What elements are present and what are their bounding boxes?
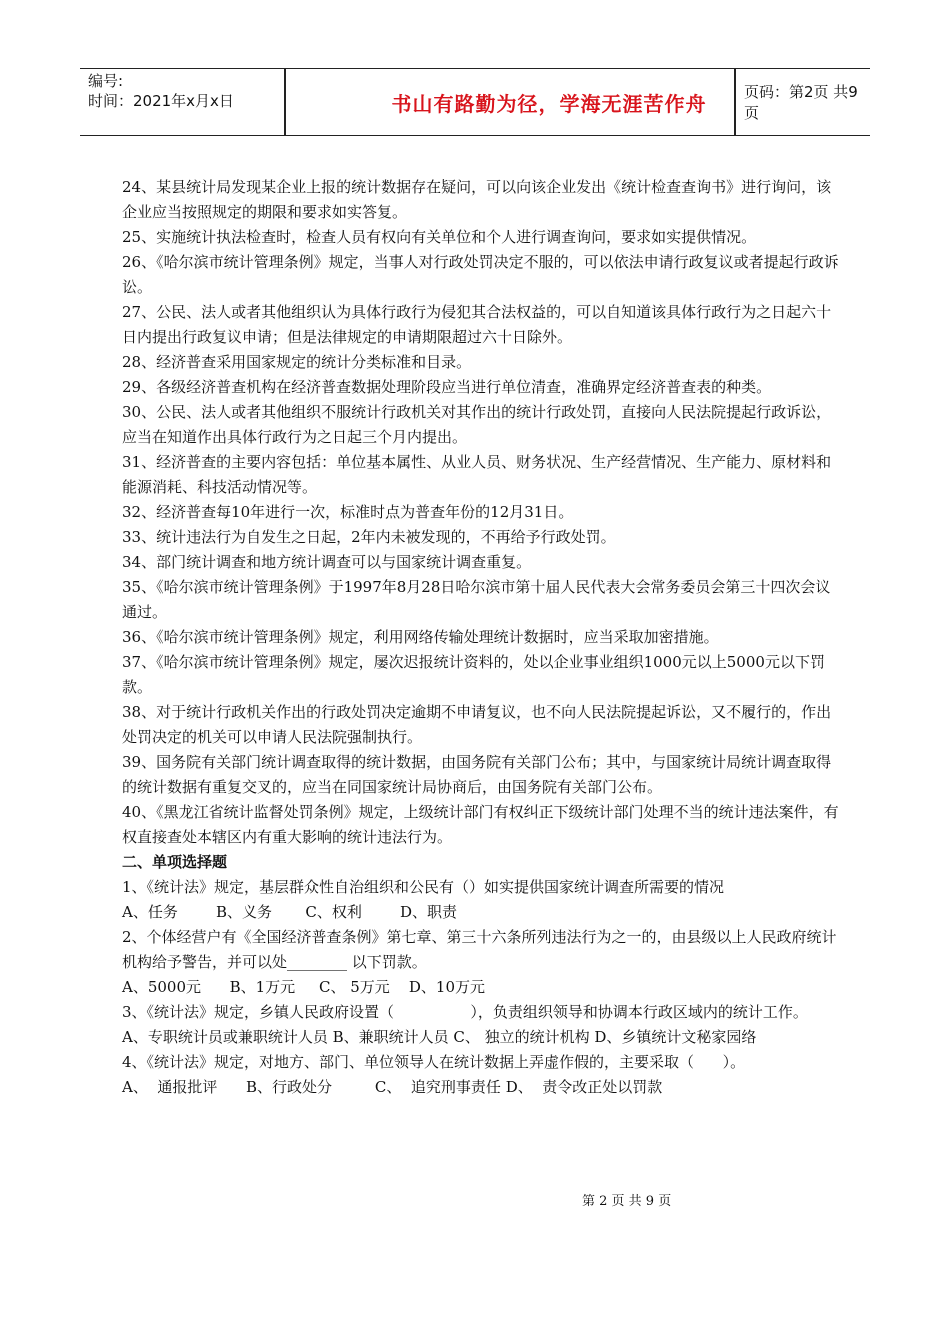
statement-paragraph: 34、部门统计调查和地方统计调查可以与国家统计调查重复。 bbox=[122, 553, 532, 571]
header-meta bbox=[88, 71, 284, 111]
question-options: A、5000元 B、1万元 C、 5万元 D、10万元 bbox=[122, 978, 485, 996]
statement-paragraph: 29、各级经济普查机构在经济普查数据处理阶段应当进行单位清查，准确界定经济普查表的种类。 bbox=[122, 378, 772, 396]
header-motto: 书山有路勤为径，学海无涯苦作舟 bbox=[391, 91, 707, 116]
question-stem: 1、《统计法》规定，基层群众性自治组织和公民有（）如实提供国家统计调查所需要的情况 bbox=[122, 878, 725, 896]
statement-paragraph: 30、公民、法人或者其他组织不服统计行政机关对其作出的统计行政处罚，直接向人民法院提起行政诉讼，应当在知道作出具体行政行为之日起三个月内提出。 bbox=[122, 403, 832, 446]
statement-paragraph: 36、《哈尔滨市统计管理条例》规定，利用网络传输处理统计数据时，应当采取加密措施。 bbox=[122, 628, 719, 646]
document-time-label: 时间：2021年x月x日 bbox=[88, 92, 234, 110]
question-stem: 4、《统计法》规定，对地方、部门、单位领导人在统计数据上弄虚作假的，主要采取（ ）。 bbox=[122, 1053, 746, 1071]
statement-paragraph: 26、《哈尔滨市统计管理条例》规定，当事人对行政处罚决定不服的，可以依法申请行政复议或者提起行政诉讼。 bbox=[122, 253, 839, 296]
statement-paragraph: 33、统计违法行为自发生之日起，2年内未被发现的，不再给予行政处罚。 bbox=[122, 528, 616, 546]
statement-paragraph: 32、经济普查每10年进行一次，标准时点为普查年份的12月31日。 bbox=[122, 503, 574, 521]
statement-paragraph: 28、经济普查采用国家规定的统计分类标准和目录。 bbox=[122, 353, 472, 371]
page-footer: 第 2 页 共 9 页 bbox=[582, 1194, 672, 1209]
question-options: A、 通报批评 B、行政处分 C、 追究刑事责任 D、 责令改正处以罚款 bbox=[122, 1078, 663, 1096]
header-page-number: 页码：第2页 共9页 bbox=[744, 83, 858, 122]
page-header bbox=[80, 68, 870, 136]
header-divider bbox=[284, 69, 286, 135]
statement-paragraph: 37、《哈尔滨市统计管理条例》规定，屡次迟报统计资料的，处以企业事业组织1000元以上5000元以下罚款。 bbox=[122, 653, 825, 696]
statement-paragraph: 38、对于统计行政机关作出的行政处罚决定逾期不申请复议，也不向人民法院提起诉讼，又不履行的，作出处罚决定的机关可以申请人民法院强制执行。 bbox=[122, 703, 832, 746]
header-divider bbox=[734, 69, 736, 135]
statement-paragraph: 35、《哈尔滨市统计管理条例》于1997年8月28日哈尔滨市第十届人民代表大会常务委员会第三十四次会议通过。 bbox=[122, 578, 831, 621]
question-stem: 2、个体经营户有《全国经济普查条例》第七章、第三十六条所列违法行为之一的，由县级以上人民政府统计机构给予警告，并可以处________ 以下罚款。 bbox=[122, 928, 837, 971]
statement-paragraph: 25、实施统计执法检查时，检查人员有权向有关单位和个人进行调查询问，要求如实提供情况。 bbox=[122, 228, 757, 246]
document-body bbox=[122, 175, 842, 1100]
question-options: A、任务 B、义务 C、权利 D、职责 bbox=[122, 903, 458, 921]
statement-paragraph: 31、经济普查的主要内容包括：单位基本属性、从业人员、财务状况、生产经营情况、生产能力、原材料和能源消耗、科技活动情况等。 bbox=[122, 453, 832, 496]
statement-paragraph: 24、某县统计局发现某企业上报的统计数据存在疑问，可以向该企业发出《统计检查查询书》进行询问，该企业应当按照规定的期限和要求如实答复。 bbox=[122, 178, 832, 221]
statement-paragraph: 40、《黑龙江省统计监督处罚条例》规定，上级统计部门有权纠正下级统计部门处理不当的统计违法案件，有权直接查处本辖区内有重大影响的统计违法行为。 bbox=[122, 803, 839, 846]
section-title: 二、单项选择题 bbox=[122, 853, 228, 871]
question-options: A、专职统计员或兼职统计人员 B、兼职统计人员 C、 独立的统计机构 D、乡镇统计文秘家园络 bbox=[122, 1028, 757, 1046]
statement-paragraph: 39、国务院有关部门统计调查取得的统计数据，由国务院有关部门公布；其中，与国家统计局统计调查取得的统计数据有重复交叉的，应当在同国家统计局协商后，由国务院有关部门公布。 bbox=[122, 753, 832, 796]
question-stem: 3、《统计法》规定，乡镇人民政府设置（ ），负责组织领导和协调本行政区域内的统计工作。 bbox=[122, 1003, 808, 1021]
statement-paragraph: 27、公民、法人或者其他组织认为具体行政行为侵犯其合法权益的，可以自知道该具体行政行为之日起六十日内提出行政复议申请；但是法律规定的申请期限超过六十日除外。 bbox=[122, 303, 832, 346]
document-number-label: 编号: bbox=[88, 72, 124, 90]
